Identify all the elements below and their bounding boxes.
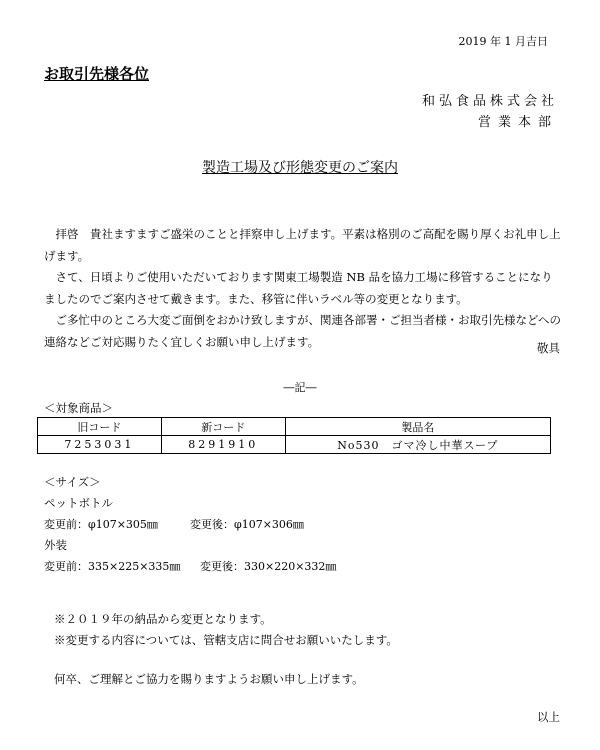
outer-size-before: 変更前：335×225×335㎜	[44, 560, 181, 573]
products-table	[37, 417, 551, 454]
table-header-row	[38, 418, 551, 436]
header-new-code: 新コード	[161, 418, 285, 436]
outer-size-after: 変更後：330×220×332㎜	[200, 560, 337, 573]
cell-new-code: 8291910	[161, 436, 285, 454]
greeting-paragraph: 拝啓 貴社ますますご盛栄のことと拝察申し上げます。平素は格別のご高配を賜り厚くお礼申し上げます。	[44, 227, 561, 263]
transfer-paragraph: さて、日頃よりご使用いただいております関東工場製造 NB 品を協力工場に移管することになりましたのでご案内させて戴きます。また、移管に伴いラベル等の変更となります。	[44, 270, 553, 306]
letter-body	[44, 224, 562, 353]
keigu: 敬具	[537, 341, 560, 355]
target-products-label: ＜対象商品＞	[44, 401, 113, 415]
cell-product-name: No530 ゴマ冷し中華スープ	[285, 436, 550, 454]
note-schedule: ※２０１９年の納品から変更となります。	[54, 612, 272, 626]
cell-old-code: 7253031	[38, 436, 162, 454]
pet-size-before: 変更前：φ107×305㎜	[44, 518, 158, 531]
document-title-text: 製造工場及び形態変更のご案内	[202, 160, 398, 176]
pet-size-after: 変更後：φ107×306㎜	[190, 518, 304, 531]
note-inquiry: ※変更する内容については、管轄支店に問合せお願いいたします。	[54, 633, 398, 647]
table-row	[38, 436, 551, 454]
ijo: 以上	[537, 710, 560, 724]
document-date: 2019 年 1 月吉日	[458, 35, 548, 48]
request-paragraph: ご多忙中のところ大変ご面倒をおかけ致しますが、関連各部署・ご担当者様・お取引先様などへの連絡などご対応賜りたく宜しくお願い申し上げます。	[44, 313, 562, 349]
header-product-name: 製品名	[285, 418, 550, 436]
size-label: ＜サイズ＞	[44, 475, 101, 489]
department-name: 営業本部	[477, 115, 558, 130]
company-name: 和弘食品株式会社	[421, 94, 558, 109]
addressee: お取引先様各位	[44, 65, 150, 83]
pet-bottle-label: ペットボトル	[44, 496, 113, 510]
header-old-code: 旧コード	[38, 418, 162, 436]
closing-sentence: 何卒、ご理解とご協力を賜りますようお願い申し上げます。	[54, 672, 364, 686]
document-title	[0, 157, 600, 177]
outer-package-label: 外装	[44, 538, 67, 552]
ki-heading: ―記―	[283, 381, 317, 394]
